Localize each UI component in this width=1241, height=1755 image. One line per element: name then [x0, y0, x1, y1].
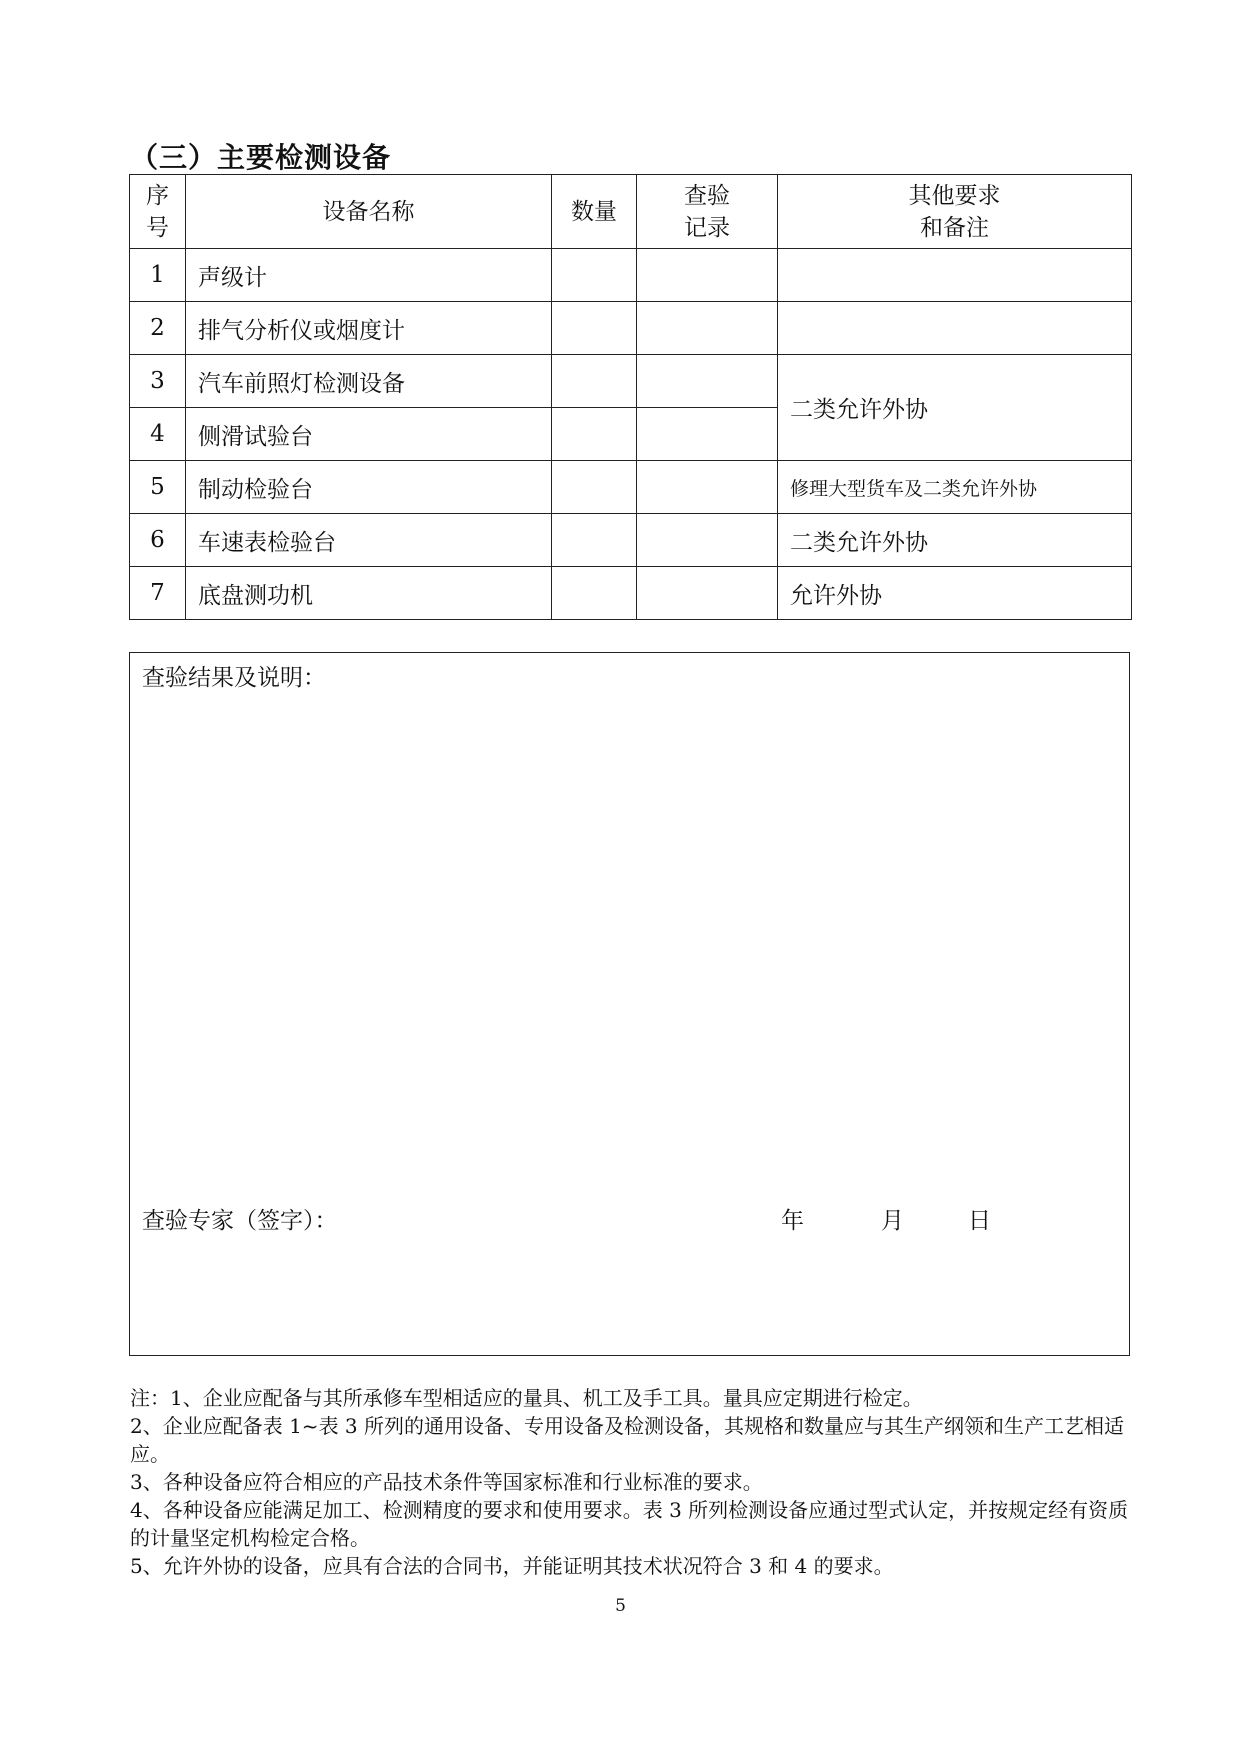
date-year: 年	[781, 1208, 804, 1234]
row-name: 制动检验台	[186, 461, 552, 514]
header-seq	[130, 175, 186, 249]
row-record-cell[interactable]	[637, 461, 778, 514]
note-item: 4、各种设备应能满足加工、检测精度的要求和使用要求。表 3 所列检测设备应通过型式认定，并按规定经有资质的计量坚定机构检定合格。	[130, 1498, 1129, 1550]
row-record-cell[interactable]	[637, 567, 778, 620]
page-number: 5	[615, 1596, 626, 1616]
row-remark: 修理大型货车及二类允许外协	[778, 461, 1132, 514]
row-quantity-cell[interactable]	[552, 514, 637, 567]
note-item: 注：1、企业应配备与其所承修车型相适应的量具、机工及手工具。量具应定期进行检定。	[130, 1386, 923, 1410]
row-quantity-cell[interactable]	[552, 461, 637, 514]
signature-label: 查验专家（签字）：	[142, 1208, 338, 1234]
row-quantity-cell[interactable]	[552, 249, 637, 302]
header-record	[637, 175, 778, 249]
row-seq: 3	[130, 355, 186, 408]
row-remark: 二类允许外协	[778, 514, 1132, 567]
row-name: 排气分析仪或烟度计	[186, 302, 552, 355]
row-remark	[778, 302, 1132, 355]
table-header-row	[130, 175, 1132, 249]
note-item: 2、企业应配备表 1~表 3 所列的通用设备、专用设备及检测设备，其规格和数量应与其生产纲领和生产工艺相适应。	[130, 1414, 1125, 1466]
row-name: 底盘测功机	[186, 567, 552, 620]
row-remark: 允许外协	[778, 567, 1132, 620]
row-remark: 二类允许外协	[778, 355, 1132, 461]
row-seq: 6	[130, 514, 186, 567]
date-month: 月	[881, 1208, 904, 1234]
header-remark	[778, 175, 1132, 249]
row-name: 声级计	[186, 249, 552, 302]
header-remark-line2: 和备注	[920, 214, 989, 241]
header-remark-line1: 其他要求	[908, 182, 1001, 209]
header-quantity: 数量	[552, 175, 637, 249]
equipment-table	[129, 174, 1132, 620]
table-row	[130, 355, 1132, 408]
section-title: （三）主要检测设备	[130, 141, 392, 174]
table-row	[130, 567, 1132, 620]
row-record-cell[interactable]	[637, 302, 778, 355]
inspection-result-box[interactable]	[129, 652, 1130, 1356]
table-row	[130, 249, 1132, 302]
row-record-cell[interactable]	[637, 355, 778, 408]
row-seq: 2	[130, 302, 186, 355]
row-name: 汽车前照灯检测设备	[186, 355, 552, 408]
row-remark	[778, 249, 1132, 302]
date-day: 日	[968, 1208, 991, 1234]
row-quantity-cell[interactable]	[552, 408, 637, 461]
notes	[130, 1384, 1130, 1580]
row-name: 侧滑试验台	[186, 408, 552, 461]
row-quantity-cell[interactable]	[552, 567, 637, 620]
row-record-cell[interactable]	[637, 249, 778, 302]
row-quantity-cell[interactable]	[552, 302, 637, 355]
table-row	[130, 302, 1132, 355]
row-name: 车速表检验台	[186, 514, 552, 567]
table-row	[130, 514, 1132, 567]
row-record-cell[interactable]	[637, 514, 778, 567]
row-record-cell[interactable]	[637, 408, 778, 461]
row-quantity-cell[interactable]	[552, 355, 637, 408]
header-record-line2: 记录	[684, 214, 730, 241]
row-seq: 5	[130, 461, 186, 514]
header-name: 设备名称	[186, 175, 552, 249]
note-item: 3、各种设备应符合相应的产品技术条件等国家标准和行业标准的要求。	[130, 1470, 763, 1494]
row-seq: 1	[130, 249, 186, 302]
table-row	[130, 461, 1132, 514]
header-seq-line2: 号	[146, 214, 169, 241]
row-seq: 7	[130, 567, 186, 620]
result-label: 查验结果及说明：	[142, 665, 326, 691]
row-seq: 4	[130, 408, 186, 461]
note-item: 5、允许外协的设备，应具有合法的合同书，并能证明其技术状况符合 3 和 4 的要求。	[130, 1554, 894, 1578]
header-record-line1: 查验	[684, 182, 730, 209]
header-seq-line1: 序	[146, 182, 169, 209]
